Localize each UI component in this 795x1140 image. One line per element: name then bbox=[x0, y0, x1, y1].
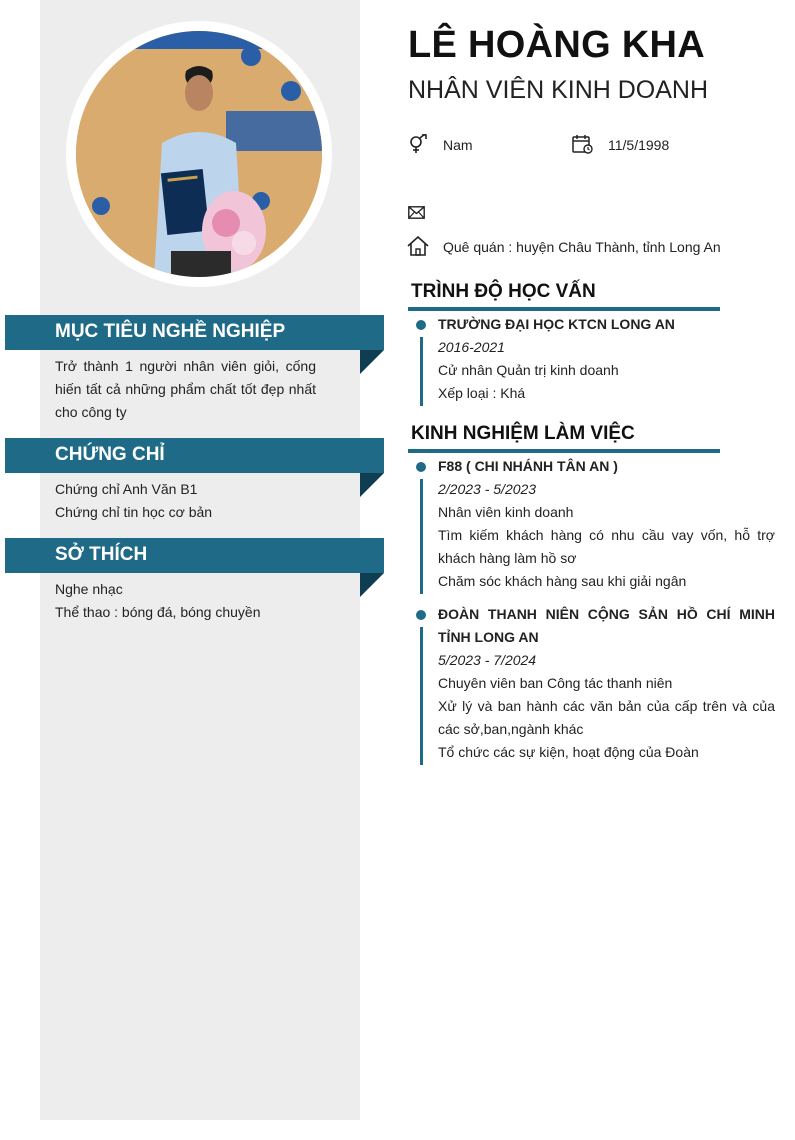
experience-entry bbox=[438, 455, 775, 593]
experience-detail: Nhân viên kinh doanh bbox=[438, 504, 574, 520]
profile-photo bbox=[76, 31, 322, 277]
ribbon-fold bbox=[360, 573, 384, 597]
hobby-item: Thể thao : bóng đá, bóng chuyền bbox=[55, 604, 261, 620]
objective-heading: MỤC TIÊU NGHỀ NGHIỆP bbox=[55, 321, 286, 342]
experience-heading: KINH NGHIỆM LÀM VIỆC bbox=[411, 423, 635, 444]
job-title: NHÂN VIÊN KINH DOANH bbox=[408, 76, 709, 104]
education-entry bbox=[438, 313, 775, 405]
avatar-frame bbox=[66, 21, 332, 287]
experience-detail: Chuyên viên ban Công tác thanh niên bbox=[438, 675, 673, 691]
envelope-icon bbox=[408, 206, 425, 219]
ribbon-fold bbox=[360, 350, 384, 374]
birthdate-value: 11/5/1998 bbox=[608, 137, 670, 153]
education-detail: Cử nhân Quản trị kinh doanh bbox=[438, 362, 619, 378]
calendar-icon bbox=[572, 134, 594, 154]
education-heading: TRÌNH ĐỘ HỌC VẤN bbox=[411, 281, 596, 302]
experience-detail: Tìm kiếm khách hàng có nhu cầu vay vốn, hỗ trợ khách hàng làm hồ sơ bbox=[438, 527, 775, 566]
certificates-heading: CHỨNG CHỈ bbox=[55, 444, 165, 465]
gender-icon bbox=[408, 134, 428, 154]
certificates-header bbox=[5, 438, 384, 473]
timeline-line bbox=[420, 337, 423, 406]
home-icon bbox=[407, 236, 429, 256]
hobbies-header bbox=[5, 538, 384, 573]
school-name: TRƯỜNG ĐẠI HỌC KTCN LONG AN bbox=[438, 316, 675, 332]
experience-detail: Chăm sóc khách hàng sau khi giải ngân bbox=[438, 573, 687, 589]
education-period: 2016-2021 bbox=[438, 339, 505, 355]
timeline-line bbox=[420, 479, 423, 594]
timeline-dot bbox=[416, 320, 426, 330]
education-detail: Xếp loại : Khá bbox=[438, 385, 526, 401]
timeline-dot bbox=[416, 610, 426, 620]
experience-period: 5/2023 - 7/2024 bbox=[438, 652, 537, 668]
company-name: ĐOÀN THANH NIÊN CỘNG SẢN HỒ CHÍ MINH TỈNH LONG AN bbox=[438, 606, 775, 645]
experience-detail: Xử lý và ban hành các văn bản của cấp trên và của các sở,ban,ngành khác bbox=[438, 698, 775, 737]
hobby-item: Nghe nhạc bbox=[55, 581, 123, 597]
timeline-line bbox=[420, 627, 423, 765]
avatar bbox=[76, 31, 322, 277]
certificate-item: Chứng chỉ tin học cơ bản bbox=[55, 504, 213, 520]
objective-text: Trở thành 1 người nhân viên giỏi, cống hiến tất cả những phẩm chất tốt đẹp nhất cho công ty bbox=[55, 358, 316, 420]
certificates-list bbox=[55, 478, 316, 524]
experience-entry bbox=[438, 603, 775, 764]
hobbies-heading: SỞ THÍCH bbox=[55, 544, 148, 565]
experience-section-title bbox=[408, 419, 720, 453]
hobbies-list bbox=[55, 578, 316, 624]
education-section-title bbox=[408, 277, 720, 311]
hometown-value: Quê quán : huyện Châu Thành, tỉnh Long An bbox=[443, 239, 721, 255]
experience-detail: Tổ chức các sự kiện, hoạt động của Đoàn bbox=[438, 744, 699, 760]
gender-value: Nam bbox=[443, 137, 473, 153]
timeline-dot bbox=[416, 462, 426, 472]
experience-period: 2/2023 - 5/2023 bbox=[438, 481, 537, 497]
company-name: F88 ( CHI NHÁNH TÂN AN ) bbox=[438, 458, 618, 474]
candidate-name: LÊ HOÀNG KHA bbox=[408, 24, 706, 66]
ribbon-fold bbox=[360, 473, 384, 497]
objective-header bbox=[5, 315, 384, 350]
certificate-item: Chứng chỉ Anh Văn B1 bbox=[55, 481, 198, 497]
